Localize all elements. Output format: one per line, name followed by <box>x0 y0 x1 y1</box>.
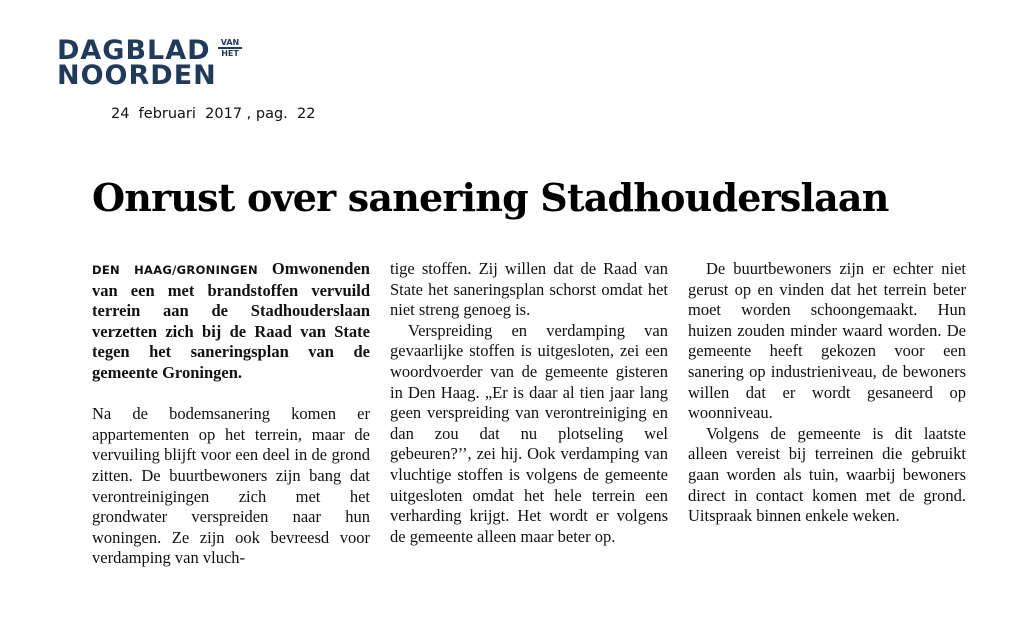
lead-text: Omwonenden van een met brandstoffen vervuild terrein aan de Stadhouderslaan verzetten zich bij de Raad van State tegen het saneringsplan van de gemeente Groningen. <box>92 259 370 382</box>
article-column-1 <box>92 259 370 569</box>
logo-badge-van: VAN <box>218 38 242 49</box>
logo-badge-het: HET <box>221 49 239 58</box>
article-headline: Onrust over sanering Stadhouderslaan <box>92 175 889 220</box>
article-lead <box>92 259 370 384</box>
article-paragraph: tige stoffen. Zij willen dat de Raad van State het saneringsplan schorst omdat het niet streng genoeg is. <box>390 259 668 320</box>
logo-line-dagblad: DAGBLAD <box>57 35 211 66</box>
article-paragraph: Verspreiding en verdamping van gevaarlijke stoffen is uitgesloten, zei een woordvoerder van de gemeente gisteren in Den Haag. „Er is daar al tien jaar lang geen verspreiding van verontreiniging en dan zou dat nu plotseling wel gebeuren?’’, zei hij. Ook verdamping van vluchtige stoffen is volgens de gemeente uitgesloten omdat het hele terrein een verharding krijgt. Het wordt er volgens de gemeente alleen maar beter op. <box>390 320 668 546</box>
lead-placename: DEN HAAG/GRONINGEN <box>92 263 258 277</box>
article-column-2 <box>390 259 668 547</box>
article-paragraph: Na de bodemsanering komen er appartementen op het terrein, maar de vervuiling blijft voor een deel in de grond zitten. De buurtbewoners zijn bang dat verontreinigingen zich met het grondwater verspreiden naar hun woningen. Ze zijn ook bevreesd voor verdamping van vluch- <box>92 404 370 568</box>
article-paragraph: Volgens de gemeente is dit laatste alleen vereist bij terreinen die gebruikt gaan worden als tuin, waarbij bewoners direct in contact komen met de grond. Uitspraak binnen enkele weken. <box>688 423 966 526</box>
publication-dateline: 24 februari 2017 , pag. 22 <box>111 106 316 122</box>
article-column-3 <box>688 259 966 527</box>
newspaper-logo <box>57 35 247 91</box>
logo-line-noorden: NOORDEN <box>57 60 217 91</box>
logo-van-het-badge <box>218 38 242 58</box>
article-paragraph: De buurtbewoners zijn er echter niet gerust op en vinden dat het terrein beter moet worden schoongemaakt. Hun huizen zouden minder waard worden. De gemeente heeft gekozen voor een sanering op industrieniveau, de bewoners willen dat er wordt gesaneerd op woonniveau. <box>688 259 966 423</box>
